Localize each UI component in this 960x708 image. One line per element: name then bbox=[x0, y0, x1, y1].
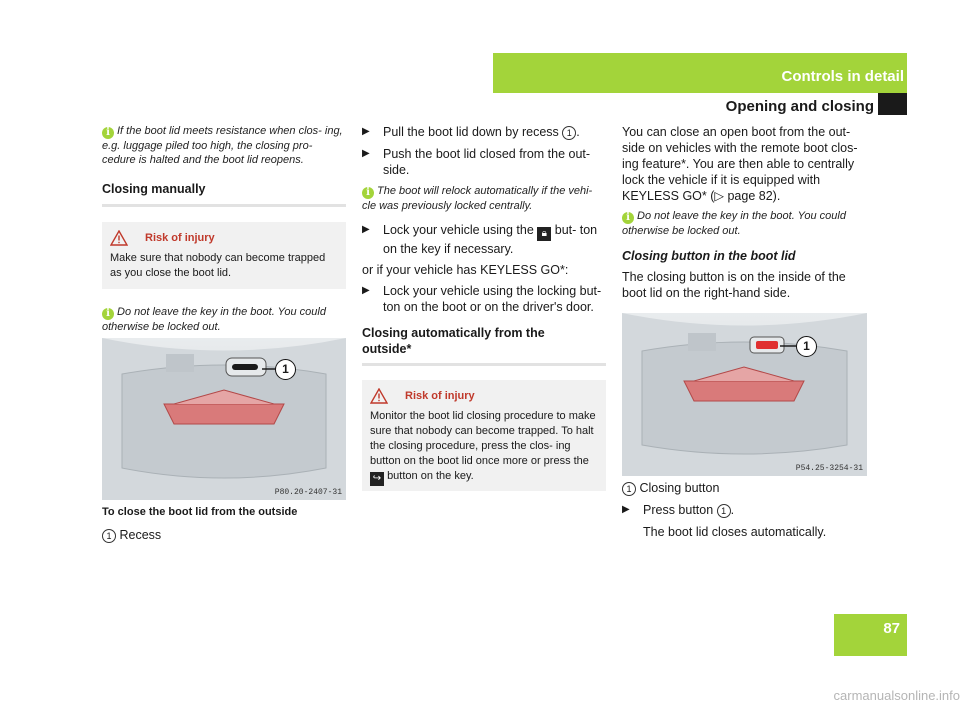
figure-1-caption-block bbox=[102, 504, 346, 543]
info-note: i Do not leave the key in the boot. You could otherwise be locked out. bbox=[102, 306, 326, 333]
warning-header bbox=[110, 230, 338, 246]
step-press-button: ▶ Press button 1 . bbox=[622, 503, 735, 517]
warning-title: Risk of injury bbox=[145, 231, 215, 244]
section-title: Controls in detail bbox=[781, 68, 904, 85]
legend-label: Closing button bbox=[639, 481, 720, 495]
heading-rule bbox=[102, 204, 346, 207]
boot-key-icon: ↪ bbox=[370, 472, 384, 486]
warning-triangle-icon bbox=[110, 230, 128, 246]
figure-code: P54.25-3254-31 bbox=[795, 464, 863, 473]
legend-number: 1 bbox=[102, 529, 116, 543]
step-number: 1 bbox=[717, 504, 731, 518]
step-pull-boot-lid: ▶ Pull the boot lid down by recess 1 . bbox=[362, 125, 580, 139]
legend-item bbox=[102, 527, 346, 543]
info-note: i The boot will relock automatically if the vehi- cle was previously locked centrally. bbox=[362, 185, 593, 212]
info-icon: i bbox=[362, 187, 374, 199]
step-lock-keyless: ▶ Lock your vehicle using the locking but- ton on the boot or on the driver's door. bbox=[362, 284, 602, 314]
step-number: 1 bbox=[562, 126, 576, 140]
closing-button-illustration bbox=[622, 313, 867, 476]
page-title: Opening and closing bbox=[725, 98, 874, 115]
step-lock-vehicle: ▶ Lock your vehicle using the 🔒︎ but- ton on the key if necessary. bbox=[362, 223, 598, 256]
warning-triangle-icon bbox=[370, 388, 388, 404]
closing-button-figure bbox=[622, 313, 867, 476]
callout-1: 1 bbox=[796, 336, 817, 357]
step-push-boot-lid: ▶ Push the boot lid closed from the out- side. bbox=[362, 147, 591, 177]
warning-header bbox=[370, 388, 598, 404]
warning-title: Risk of injury bbox=[405, 389, 475, 402]
result-text: The boot lid closes automatically. bbox=[643, 525, 827, 539]
keyless-go-text: or if your vehicle has KEYLESS GO*: bbox=[362, 263, 569, 277]
boot-lid-illustration bbox=[102, 338, 346, 500]
info-note: i Do not leave the key in the boot. You could otherwise be locked out. bbox=[622, 210, 846, 237]
closing-manually-heading: Closing manually bbox=[102, 182, 206, 196]
column-1 bbox=[102, 124, 346, 334]
info-icon: i bbox=[102, 127, 114, 139]
bullet-arrow-icon: ▶ bbox=[362, 224, 370, 235]
warning-text: Make sure that nobody can become trapped as you close the boot lid. bbox=[110, 252, 326, 279]
figure-code: P80.20-2407-31 bbox=[274, 488, 342, 497]
closing-button-subheading: Closing button in the boot lid bbox=[622, 249, 796, 263]
legend-item bbox=[622, 480, 868, 496]
column-2 bbox=[362, 124, 606, 491]
legend-label: Recess bbox=[119, 528, 162, 542]
remote-closing-paragraph: You can close an open boot from the out- side on vehicles with the remote boot clos- ing feature*. You are then able to centrally lock the vehicle if it is equipped with KEYLESS GO* (▷ page 82). bbox=[622, 125, 858, 203]
info-note: i If the boot lid meets resistance when clos- ing, e.g. luggage piled too high, the closing pro- cedure is halted and the boot lid reopens. bbox=[102, 125, 343, 166]
heading-rule bbox=[362, 363, 606, 366]
warning-box bbox=[102, 222, 346, 289]
warning-box bbox=[362, 380, 606, 491]
callout-1: 1 bbox=[275, 359, 296, 380]
figure-caption: To close the boot lid from the outside bbox=[102, 506, 298, 518]
closing-automatically-heading: Closing automatically from the outside* bbox=[362, 326, 545, 356]
closing-button-paragraph: The closing button is on the inside of the boot lid on the right-hand side. bbox=[622, 270, 846, 300]
bullet-arrow-icon: ▶ bbox=[362, 126, 370, 137]
info-icon: i bbox=[102, 308, 114, 320]
lock-key-icon: 🔒︎ bbox=[537, 227, 551, 241]
figure-2-caption-block bbox=[622, 480, 868, 540]
info-icon: i bbox=[622, 212, 634, 224]
bullet-arrow-icon: ▶ bbox=[622, 504, 630, 515]
warning-text: Monitor the boot lid closing procedure to make sure that nobody can become trapped. To halt the closing procedure, press the clos- ing button on the boot lid once more or press the ↪ button on the key. bbox=[370, 410, 596, 484]
bullet-arrow-icon: ▶ bbox=[362, 285, 370, 296]
legend-number: 1 bbox=[622, 482, 636, 496]
column-3 bbox=[622, 124, 868, 301]
watermark: carmanualsonline.info bbox=[833, 688, 960, 703]
page-number: 87 bbox=[883, 620, 900, 637]
bullet-arrow-icon: ▶ bbox=[362, 148, 370, 159]
boot-lid-outside-figure bbox=[102, 338, 346, 500]
header-tab-marker bbox=[878, 93, 907, 115]
